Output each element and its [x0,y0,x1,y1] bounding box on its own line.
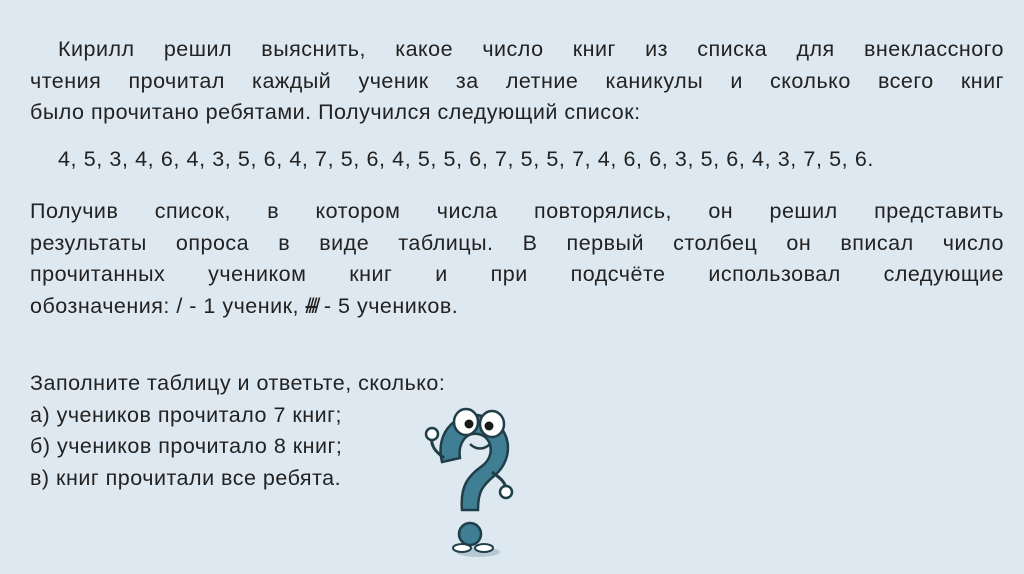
question-mark-mascot-icon [420,400,530,560]
intro-line-2: чтения прочитал каждый ученик за летние каникулы и сколько всего книг [30,68,1004,93]
intro-line-3: было прочитано ребятами. Получился следующий список: [30,100,641,124]
table-paragraph [30,196,1004,322]
table-line-2: результаты опроса в виде таблицы. В первый столбец он вписал число [30,230,1004,255]
task-item-b: б) учеников прочитало 8 книг; [30,434,343,458]
table-line-3: прочитанных учеником книг и при подсчёте использовал следующие [30,262,1004,286]
notation-text-start: обозначения: / - 1 ученик, [30,293,306,318]
notation-text-end: - 5 учеников. [317,293,459,318]
task-intro: Заполните таблицу и ответьте, сколько: [30,371,446,395]
table-line-4 [30,291,1004,323]
intro-line-1: Кирилл решил выяснить, какое число книг из списка для внеклассного [58,37,1004,61]
number-list: 4, 5, 3, 4, 6, 4, 3, 5, 6, 4, 7, 5, 6, 4, 5, 5, 6, 7, 5, 5, 7, 4, 6, 6, 3, 5, 6, 4, 3, 7, 5, 6. [58,147,874,171]
intro-paragraph [30,34,1004,129]
task-item-a: а) учеников прочитало 7 книг; [30,402,342,427]
task-item-c: в) книг прочитали все ребята. [30,465,342,490]
table-line-1: Получив список, в котором числа повторялись, он решил представить [30,199,1004,223]
tally-five-symbol: //// [305,293,318,318]
